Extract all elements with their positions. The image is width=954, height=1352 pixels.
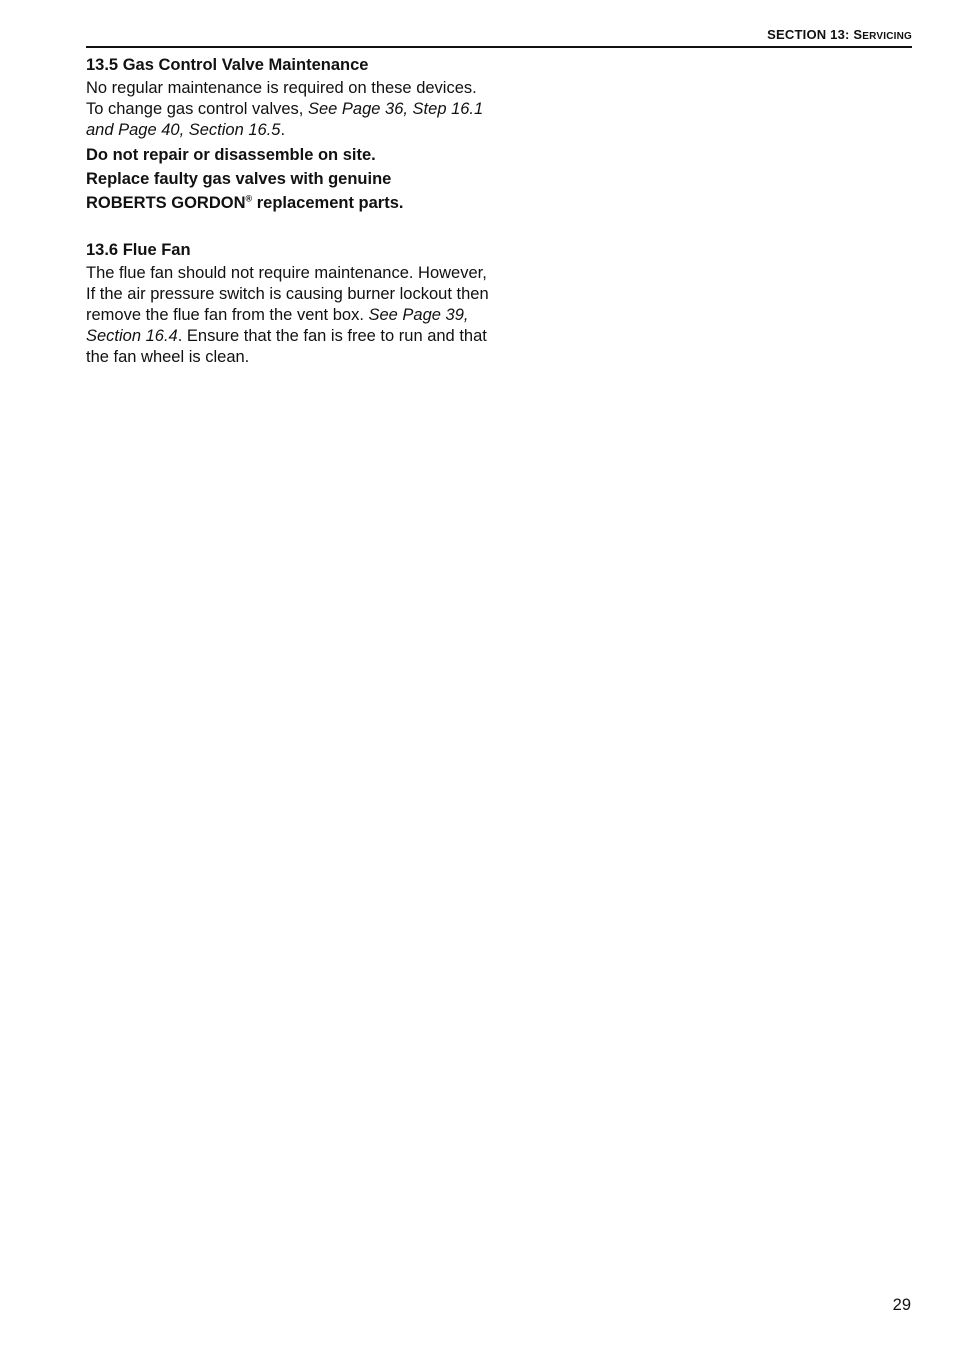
brand-name: ROBERTS GORDON bbox=[86, 194, 246, 213]
paragraph-13-5 bbox=[86, 78, 496, 140]
paragraph-13-5-end: . bbox=[280, 120, 286, 139]
paragraph-13-5-text: No regular maintenance is required on these devices. To change gas control valves, bbox=[86, 79, 477, 118]
section-name-initial: S bbox=[853, 27, 863, 42]
registered-mark: ® bbox=[245, 193, 253, 204]
paragraph-13-6-end: . Ensure that the fan is free to run and that the fan wheel is clean. bbox=[86, 326, 487, 366]
section-title bbox=[767, 27, 912, 42]
warning-line-3 bbox=[86, 191, 496, 215]
warning-line-1: Do not repair or disassemble on site. bbox=[86, 146, 376, 165]
page-content bbox=[86, 54, 496, 370]
page-number: 29 bbox=[892, 1296, 911, 1314]
section-name-rest: ERVICING bbox=[862, 31, 912, 42]
section-spacer bbox=[86, 215, 496, 239]
warning-line-2: Replace faulty gas valves with genuine bbox=[86, 170, 392, 189]
page-header bbox=[86, 26, 912, 48]
section-label: SECTION 13: bbox=[767, 27, 854, 42]
heading-13-6: 13.6 Flue Fan bbox=[86, 241, 191, 260]
paragraph-13-6-text: The flue fan should not require maintenance. However, If the air pressure switch is causing burner lockout then remove the flue fan from the vent box. bbox=[86, 264, 489, 324]
heading-13-5: 13.5 Gas Control Valve Maintenance bbox=[86, 56, 369, 74]
paragraph-13-6 bbox=[86, 263, 496, 367]
paragraph-13-5-reference: See Page 36, Step 16.1 and Page 40, Section 16.5 bbox=[86, 99, 484, 139]
paragraph-13-6-reference: See Page 39, Section 16.4 bbox=[86, 305, 469, 345]
warning-line-3-rest: replacement parts. bbox=[252, 194, 404, 213]
